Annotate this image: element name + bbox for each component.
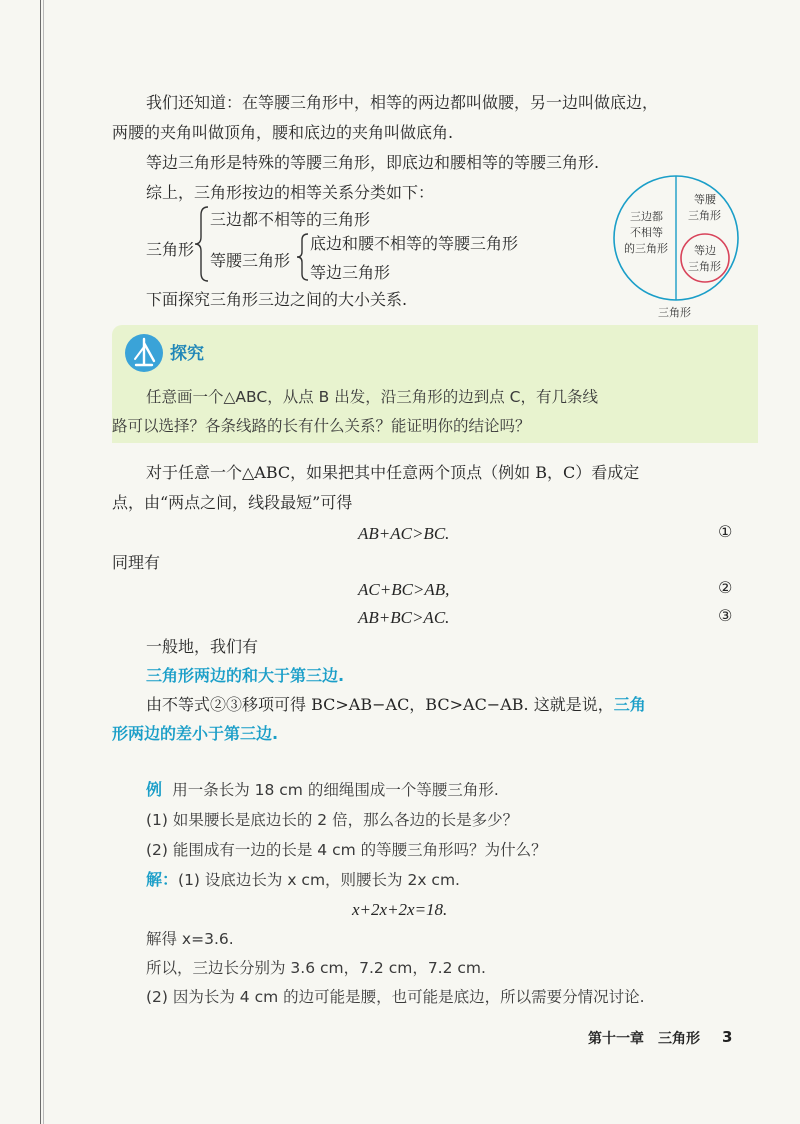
diagram-inner-1: 等边: [694, 244, 716, 257]
solution-equation: x+2x+2x=18.: [352, 900, 448, 919]
diagram-right-1: 等腰: [694, 193, 716, 206]
inequality-2: AC+BC>AB,: [358, 580, 450, 599]
footer-chapter: 第十一章 三角形: [588, 1031, 700, 1047]
intro-line-1: 我们还知道：在等腰三角形中，相等的两边都叫做腰，另一边叫做底边，: [146, 93, 659, 112]
solution-line-1: [146, 868, 460, 892]
solution-solve: 解得 x=3.6.: [146, 930, 234, 948]
derive-line-1: [146, 693, 646, 717]
intro-line-3: 等边三角形是特殊的等腰三角形，即底边和腰相等的等腰三角形.: [146, 153, 600, 172]
inequality-3: AB+BC>AC.: [358, 608, 450, 627]
diagram-caption: 三角形: [658, 306, 691, 319]
inequality-1: AB+AC>BC.: [358, 524, 450, 543]
brace-outer: [194, 205, 210, 283]
example-text: 用一条长为 18 cm 的细绳围成一个等腰三角形.: [172, 781, 499, 799]
brace-inner: [296, 232, 310, 282]
solution-label: 解：: [146, 870, 179, 889]
solution-part2: (2) 因为长为 4 cm 的边可能是腰，也可能是底边，所以需要分情况讨论.: [146, 988, 645, 1006]
binding-edge-inner: [43, 0, 44, 1124]
inner-circle: [681, 234, 729, 282]
diagram-left-1: 三边都: [630, 210, 663, 223]
analysis-line-2: 点，由“两点之间，线段最短”可得: [112, 493, 353, 512]
analysis-line-1: 对于任意一个△ABC，如果把其中任意两个顶点（例如 B，C）看成定: [146, 463, 640, 482]
solution-result: 所以，三边长分别为 3.6 cm，7.2 cm，7.2 cm.: [146, 959, 486, 977]
explore-line-1: 任意画一个△ABC，从点 B 出发，沿三角形的边到点 C，有几条线: [146, 388, 598, 406]
bridge-sentence: 下面探究三角形三边之间的大小关系.: [146, 290, 408, 309]
theorem-diff-end: 形两边的差小于第三边.: [112, 724, 279, 743]
inequality-1-number: ①: [718, 522, 733, 541]
class-iso-non-equilateral: 底边和腰不相等的等腰三角形: [310, 234, 519, 253]
example-label: 例: [146, 780, 163, 799]
diagram-right-2: 三角形: [688, 209, 721, 222]
intro-line-2: 两腰的夹角叫做顶角，腰和底边的夹角叫做底角.: [112, 123, 454, 142]
example-q1: (1) 如果腰长是底边长的 2 倍，那么各边的长是多少？: [146, 811, 519, 829]
class-isosceles: 等腰三角形: [210, 251, 291, 270]
page-number: 3: [722, 1028, 733, 1046]
diagram-left-2: 不相等: [630, 226, 663, 239]
explore-title: 探究: [170, 344, 204, 364]
class-scalene: 三边都不相等的三角形: [210, 210, 371, 229]
class-root: 三角形: [146, 240, 195, 259]
general-statement: 一般地，我们有: [146, 637, 259, 656]
classification-diagram: [608, 170, 748, 320]
inequality-3-number: ③: [718, 606, 733, 625]
inequality-2-number: ②: [718, 578, 733, 597]
theorem-sum: 三角形两边的和大于第三边.: [146, 666, 345, 685]
intro-line-4: 综上，三角形按边的相等关系分类如下：: [146, 183, 435, 202]
explore-line-2: 路可以选择？各条线路的长有什么关系？能证明你的结论吗？: [112, 417, 531, 435]
diagram-left-3: 的三角形: [624, 242, 668, 255]
solution-part1: (1) 设底边长为 x cm，则腰长为 2x cm.: [178, 871, 460, 889]
example-line: [146, 778, 499, 802]
class-equilateral: 等边三角形: [310, 263, 391, 282]
explore-icon: [124, 333, 164, 373]
diagram-inner-2: 三角形: [688, 260, 721, 273]
similarly-label: 同理有: [112, 553, 161, 572]
example-q2: (2) 能围成有一边的长是 4 cm 的等腰三角形吗？为什么？: [146, 841, 547, 859]
derive-text: 由不等式②③移项可得 BC>AB−AC，BC>AC−AB. 这就是说，: [146, 695, 614, 714]
binding-edge: [40, 0, 41, 1124]
theorem-diff-start: 三角: [613, 695, 646, 714]
